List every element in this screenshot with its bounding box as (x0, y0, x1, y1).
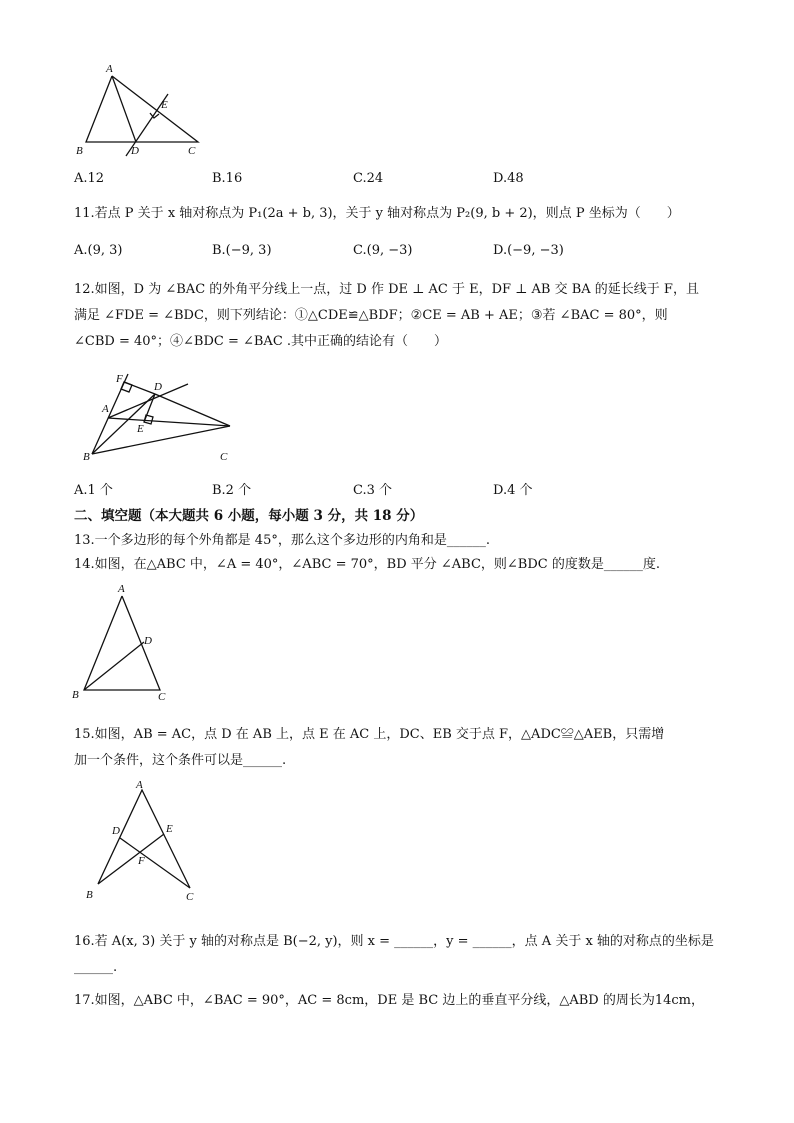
q10-figure (70, 62, 210, 162)
q12-option-b: B.2 个 (212, 483, 252, 498)
q12-label-C: C (220, 451, 228, 462)
q14-label-A: A (118, 583, 125, 595)
q12-stem-line2: 满足 ∠FDE = ∠BDC，则下列结论：①△CDE≌△BDF；②CE = AB + AE；③若 ∠BAC = 80°，则 (74, 308, 668, 323)
q11-option-b: B.(−9, 3) (212, 243, 272, 258)
q12-label-E: E (137, 423, 144, 435)
q14-label-B: B (72, 689, 79, 701)
q11-option-c: C.(9, −3) (353, 243, 413, 258)
q15-label-E: E (166, 823, 173, 835)
q14-label-D: D (144, 635, 152, 647)
q10-option-c: C.24 (353, 171, 384, 186)
q14-figure (70, 582, 180, 702)
q15-label-B: B (86, 889, 93, 901)
q15-figure (80, 776, 210, 906)
q13-stem: 13.一个多边形的每个外角都是 45°，那么这个多边形的内角和是______. (74, 533, 490, 548)
section2-heading: 二、填空题（本大题共 6 小题，每小题 3 分，共 18 分） (74, 508, 424, 524)
q10-option-d: D.48 (493, 171, 524, 186)
q15-label-A: A (136, 779, 143, 791)
q14-stem: 14.如图，在△ABC 中，∠A = 40°，∠ABC = 70°，BD 平分 ∠ABC，则∠BDC 的度数是______度. (74, 557, 660, 572)
q10-label-A: A (106, 63, 113, 75)
q16-stem-line1: 16.若 A(x, 3) 关于 y 轴的对称点是 B(−2, y)，则 x = ______，y = ______，点 A 关于 x 轴的对称点的坐标是 (74, 934, 714, 949)
q11-option-d: D.(−9, −3) (493, 243, 564, 258)
q12-figure (80, 362, 240, 462)
q17-stem: 17.如图，△ABC 中，∠BAC = 90°，AC = 8cm，DE 是 BC 边上的垂直平分线，△ABD 的周长为14cm， (74, 993, 704, 1008)
q11-option-a: A.(9, 3) (74, 243, 123, 258)
q10-option-a: A.12 (74, 171, 105, 186)
q12-label-A: A (102, 403, 109, 415)
q15-stem-line1: 15.如图，AB = AC，点 D 在 AB 上，点 E 在 AC 上，DC、EB 交于点 F，△ADC≌△AEB，只需增 (74, 727, 665, 742)
q12-option-d: D.4 个 (493, 483, 533, 498)
q10-option-b: B.16 (212, 171, 243, 186)
q12-label-D: D (154, 381, 162, 393)
q15-label-D: D (112, 825, 120, 837)
q15-label-C: C (186, 891, 194, 903)
q16-stem-line2: ______. (74, 960, 118, 975)
q14-label-C: C (158, 691, 166, 702)
q15-label-F: F (138, 855, 145, 867)
q10-label-C: C (188, 145, 196, 157)
q12-option-c: C.3 个 (353, 483, 393, 498)
q10-label-E: E (161, 99, 168, 111)
q11-stem: 11.若点 P 关于 x 轴对称点为 P₁(2a + b, 3)，关于 y 轴对称点为 P₂(9, b + 2)，则点 P 坐标为（ ） (74, 206, 680, 221)
q15-stem-line2: 加一个条件，这个条件可以是______. (74, 753, 287, 768)
q12-label-F: F (116, 373, 123, 385)
q12-stem-line3: ∠CBD = 40°；④∠BDC = ∠BAC .其中正确的结论有（ ） (74, 334, 448, 349)
q10-label-D: D (131, 145, 139, 157)
q12-option-a: A.1 个 (74, 483, 113, 498)
q10-label-B: B (76, 145, 83, 157)
q12-label-B: B (83, 451, 90, 462)
q12-stem-line1: 12.如图，D 为 ∠BAC 的外角平分线上一点，过 D 作 DE ⊥ AC 于 E，DF ⊥ AB 交 BA 的延长线于 F，且 (74, 282, 699, 297)
